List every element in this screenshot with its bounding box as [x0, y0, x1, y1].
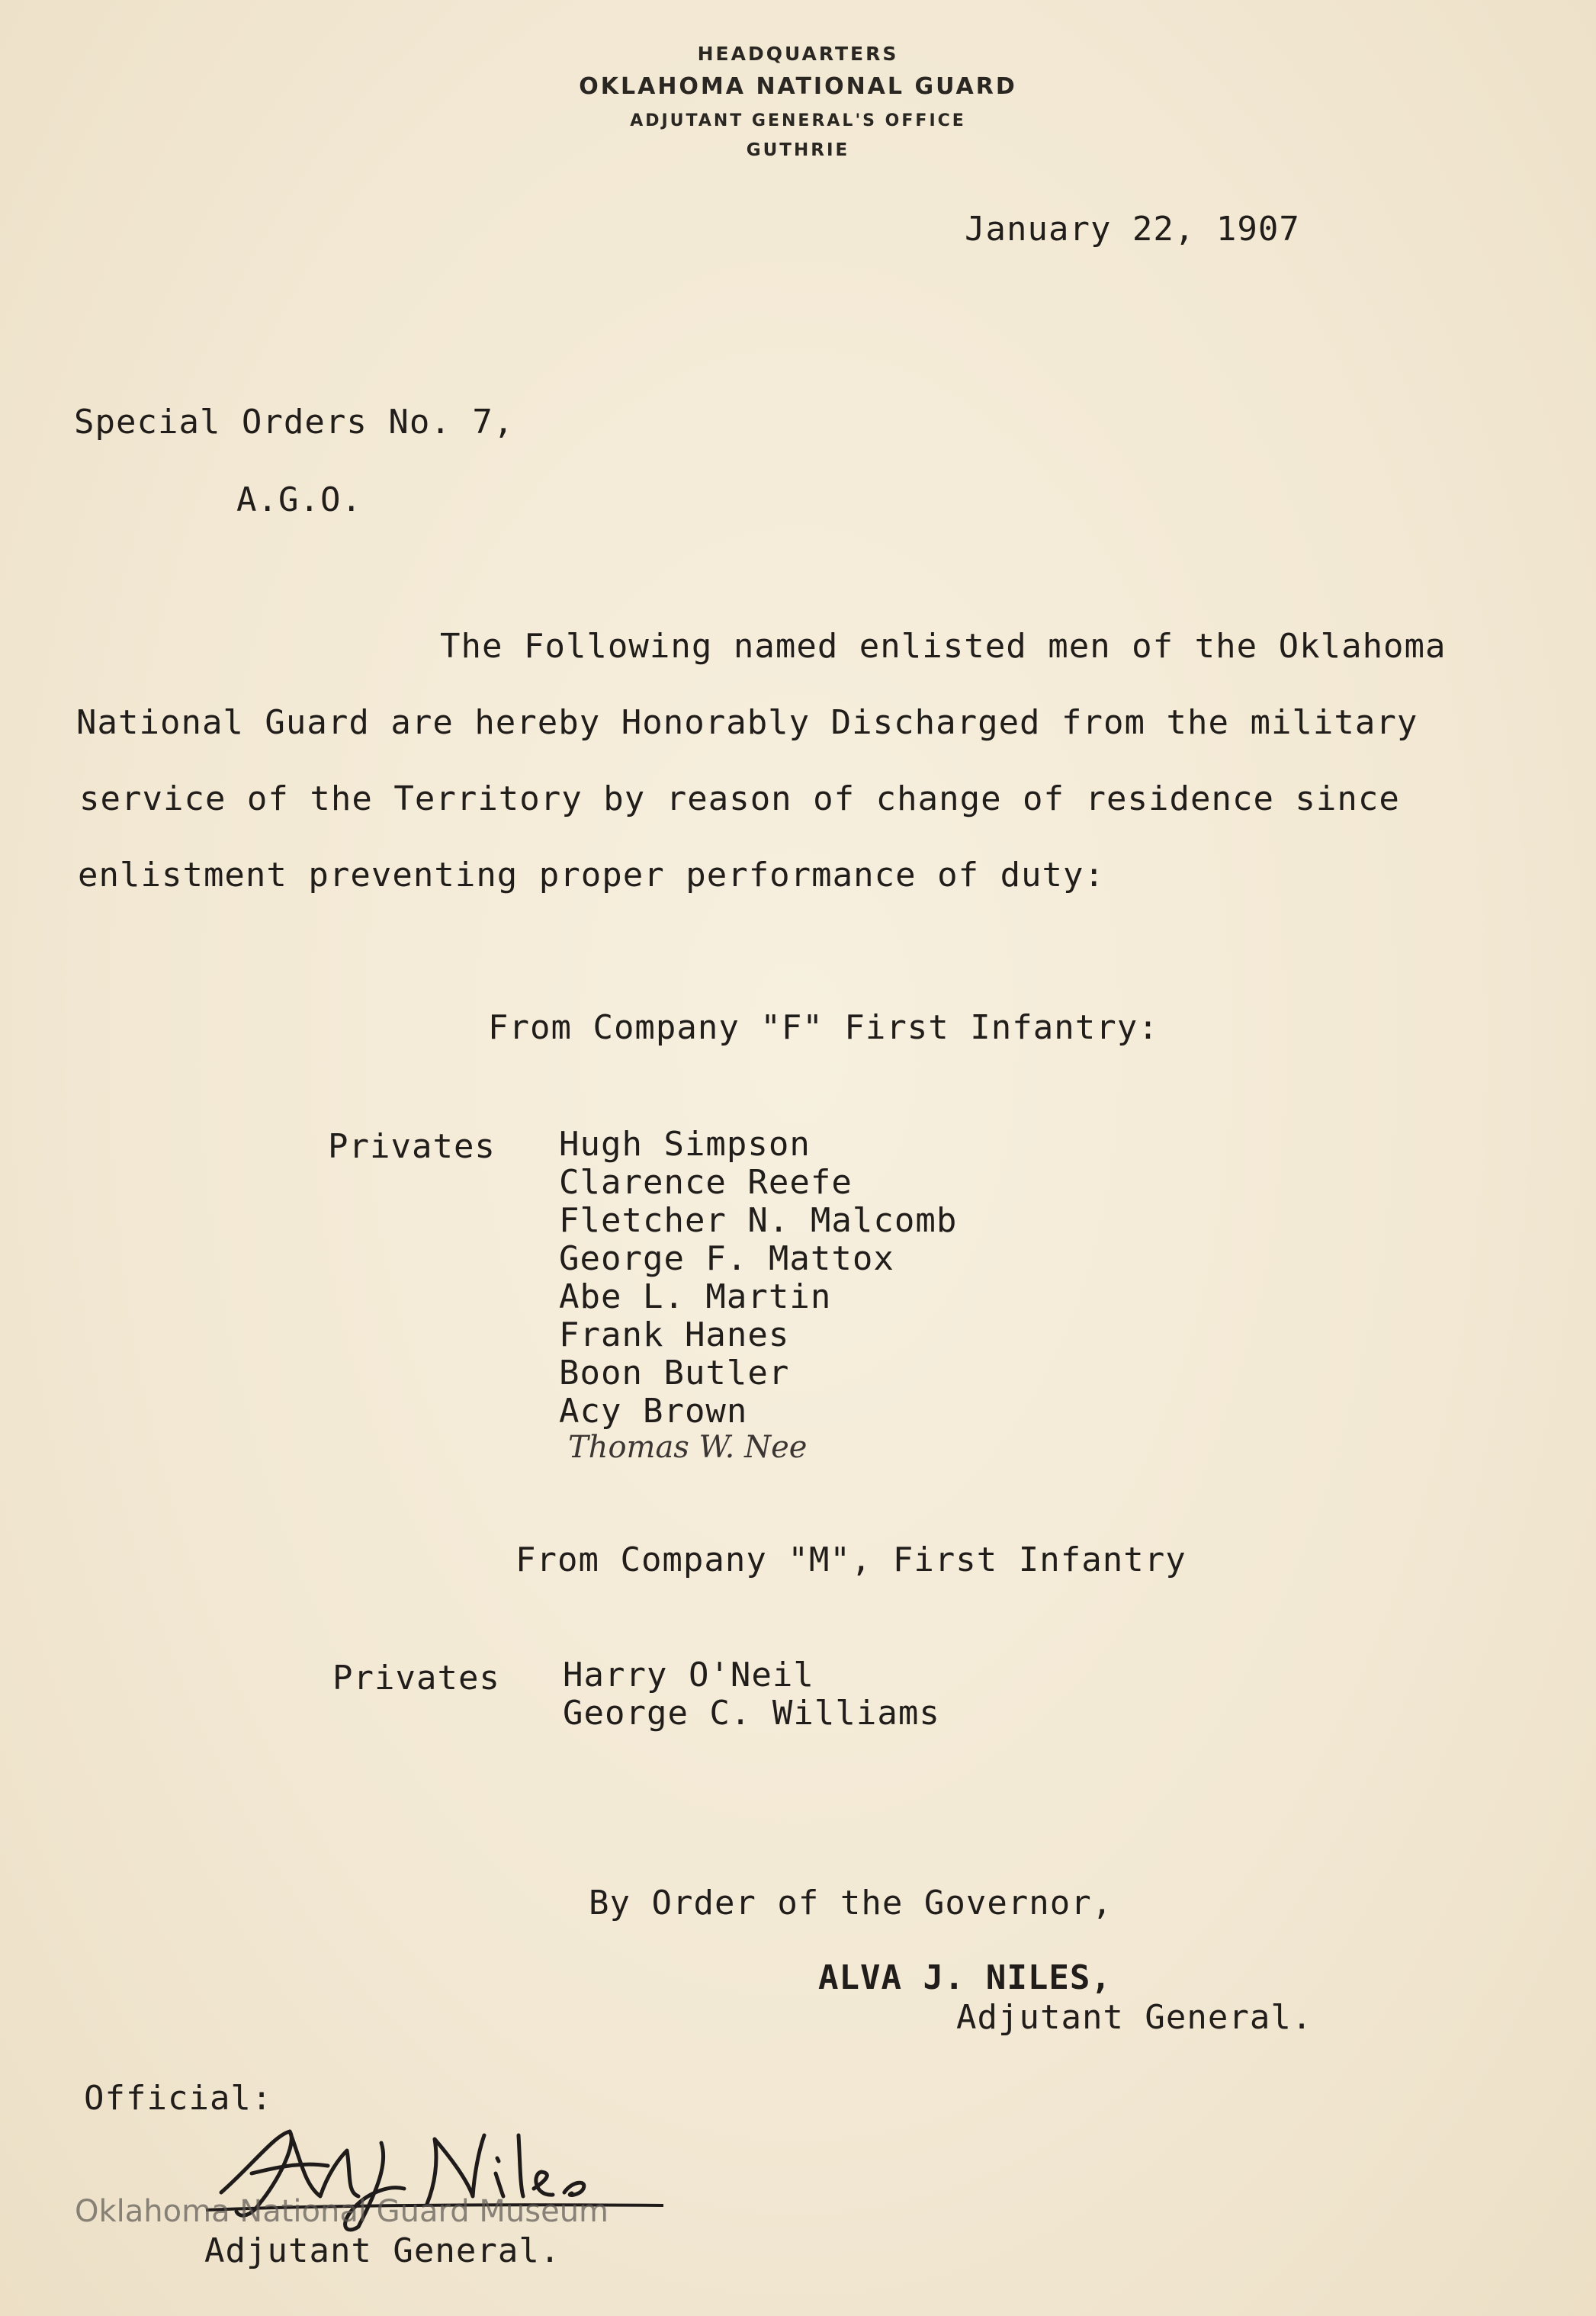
- body-line-4: enlistment preventing proper performance of duty:: [78, 856, 1106, 895]
- letterhead-organization: OKLAHOMA NATIONAL GUARD: [579, 73, 1017, 100]
- official-title: Adjutant General.: [204, 2231, 561, 2270]
- letterhead-office: ADJUTANT GENERAL'S OFFICE: [630, 111, 966, 130]
- by-order-line: By Order of the Governor,: [589, 1884, 1113, 1923]
- letterhead-headquarters: HEADQUARTERS: [697, 43, 899, 65]
- signer-title: Adjutant General.: [956, 1998, 1313, 2037]
- list-item: Clarence Reefe: [559, 1163, 853, 1202]
- list-item: Harry O'Neil: [563, 1656, 814, 1694]
- museum-watermark: Oklahoma National Guard Museum: [75, 2194, 609, 2229]
- company-m-rank: Privates: [332, 1659, 500, 1698]
- company-m-heading: From Company "M", First Infantry: [515, 1540, 1187, 1579]
- company-f-rank: Privates: [328, 1127, 496, 1166]
- ago-label: A.G.O.: [236, 480, 362, 519]
- body-line-2: National Guard are hereby Honorably Discharged from the military: [76, 703, 1418, 742]
- letterhead-city: GUTHRIE: [746, 140, 850, 160]
- list-item: Boon Butler: [559, 1354, 790, 1392]
- list-item: Hugh Simpson: [559, 1125, 811, 1164]
- company-m-name-list: [563, 1656, 940, 1733]
- list-item: Frank Hanes: [559, 1315, 790, 1354]
- body-line-3: service of the Territory by reason of change of residence since: [79, 779, 1400, 818]
- list-item: George C. Williams: [563, 1694, 940, 1733]
- company-f-name-list: [559, 1126, 957, 1431]
- special-orders-number: Special Orders No. 7,: [74, 403, 515, 442]
- list-item: Acy Brown: [559, 1392, 748, 1431]
- list-item: Fletcher N. Malcomb: [559, 1201, 958, 1240]
- signer-name: ALVA J. NILES,: [818, 1958, 1112, 1997]
- company-f-heading: From Company "F" First Infantry:: [488, 1008, 1159, 1047]
- official-label: Official:: [84, 2079, 273, 2118]
- letter-date: January 22, 1907: [965, 210, 1300, 249]
- list-item: George F. Mattox: [559, 1239, 894, 1278]
- list-item: Abe L. Martin: [559, 1277, 832, 1316]
- handwritten-name: Thomas W. Nee: [568, 1430, 808, 1465]
- body-line-1: The Following named enlisted men of the Oklahoma: [440, 627, 1447, 666]
